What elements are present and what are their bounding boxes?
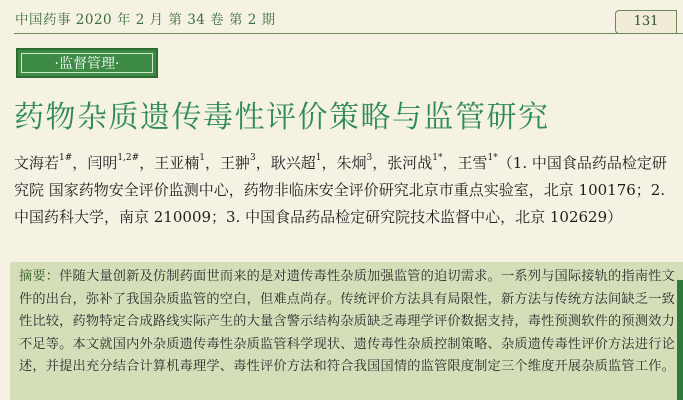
affiliations: （1. 中国食品药品检定研究院 国家药物安全评价监测中心，药物非临床安全评价研究北京市重点实验室，北京 100176；2. 中国药科大学，南京 210009；3. 中国食品药品检定研究院技术监督中心，北京 102629）: [14, 154, 667, 226]
section-badge: [16, 48, 158, 78]
abstract-text: 伴随大量创新及仿制药面世而来的是对遗传毒性杂质加强监管的迫切需求。一系列与国际接轨的指南性文件的出台，弥补了我国杂质监管的空白，但难点尚存。传统评价方法具有局限性，新方法与传统方法间缺乏一致性比较，药物特定合成路线实际产生的大量含警示结构杂质缺乏毒理学评价数据支持，毒性预测软件的预测效力不足等。本文就国内外杂质遗传毒性杂质监管科学现状、遗传毒性杂质控制策略、杂质遗传毒性评价方法进行论述，并提出充分结合计算机毒理学、毒性评价方法和符合我国国情的监管限度制定三个维度开展杂质监管工作。: [19, 269, 675, 374]
author-affiliation-mark: 3: [366, 153, 373, 163]
journal-issue-line: 中国药事 2020 年 2 月 第 34 卷 第 2 期: [15, 12, 276, 28]
author-affiliation-mark: 1: [199, 153, 205, 163]
author-name: 王雪$^{1*}$: [457, 153, 498, 172]
abstract-label: 摘要：: [19, 269, 60, 284]
abstract-box: [10, 262, 683, 400]
author-name: 张河战$^{1*}$: [387, 153, 443, 172]
author-affiliation-mark: 1#: [59, 153, 73, 163]
author-list: 文海若$^{1\#}$，闫明$^{1,2\#}$，王亚楠$^1$，王翀$^3$，耿兴超$^1$，朱炯$^3$，张河战$^{1*}$，王雪$^{1*}$: [14, 153, 498, 172]
author-affiliation-mark: 1: [315, 153, 322, 163]
page-edge-marker: [677, 280, 683, 400]
author-affiliation-mark: 1,2#: [117, 153, 140, 163]
header-divider: [14, 33, 683, 34]
author-block: [14, 150, 679, 231]
article-title: 药物杂质遗传毒性评价策略与监管研究: [14, 100, 550, 135]
author-name: 耿兴超$^1$: [270, 153, 322, 172]
author-name: 王亚楠$^1$: [154, 153, 205, 172]
author-name: 文海若$^{1\#}$: [14, 153, 73, 172]
author-affiliation-mark: 3: [249, 153, 256, 163]
author-affiliation-mark: 1*: [487, 153, 498, 163]
page-number: 131: [615, 10, 677, 34]
author-name: 朱炯$^3$: [336, 153, 373, 172]
author-name: 闫明$^{1,2\#}$: [87, 153, 140, 172]
author-affiliation-mark: 1*: [432, 153, 443, 163]
author-name: 王翀$^3$: [219, 153, 256, 172]
section-label: ·监督管理·: [21, 53, 153, 73]
